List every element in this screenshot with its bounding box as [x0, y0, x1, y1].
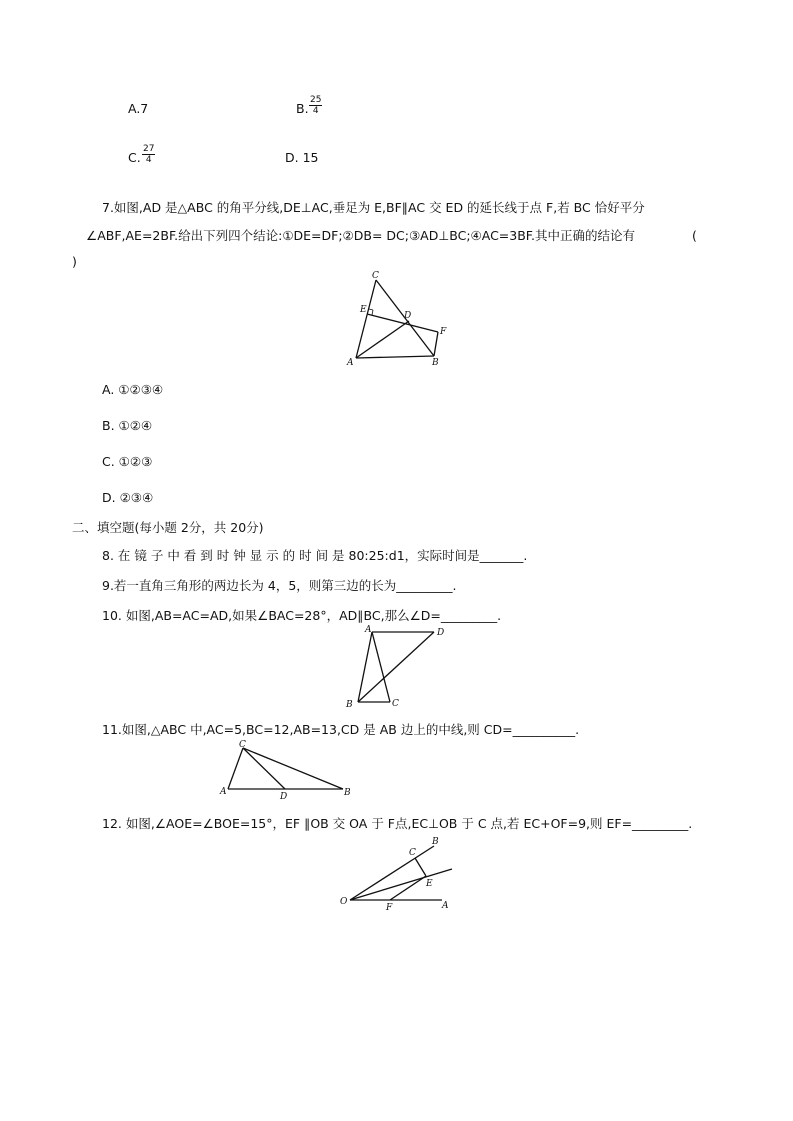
q12-text: 12. 如图,∠AOE=∠BOE=15°，EF ∥OB 交 OA 于 F点,EC⊥OB 于 C 点,若 EC+OF=9,则 EF=_________.: [102, 816, 693, 831]
q6-option-b-label: B.: [296, 101, 309, 116]
q6-option-b-fraction: [309, 95, 322, 116]
q7-label-b: B: [432, 358, 439, 368]
q7-option-d: D. ②③④: [102, 490, 154, 505]
q7-right-angle-mark-a: [369, 309, 373, 310]
q7-text-line1: 7.如图,AD 是△ABC 的角平分线,DE⊥AC,垂足为 E,BF∥AC 交 ED 的延长线于点 F,若 BC 恰好平分: [102, 200, 645, 215]
q7-label-a: A: [347, 358, 354, 368]
q11-segment-cb: [243, 748, 343, 789]
q6-option-a: A.7: [128, 101, 149, 116]
q7-segment-ab: [356, 356, 434, 358]
q12-label-a: A: [442, 901, 449, 911]
q11-label-d: D: [280, 792, 288, 802]
q7-triangle-figure: [340, 268, 460, 368]
q7-label-d: D: [404, 311, 412, 321]
q12-ray-ob: [350, 846, 434, 900]
q7-label-f: F: [440, 327, 447, 337]
q6-option-b-denominator: 4: [312, 106, 319, 116]
section-2-heading: 二、填空题(每小题 2分，共 20分): [72, 520, 264, 535]
q11-label-c: C: [239, 740, 246, 750]
q10-segment-ac: [372, 632, 390, 702]
q10-text: 10. 如图,AB=AC=AD,如果∠BAC=28°，AD∥BC,那么∠D=_________.: [102, 608, 502, 623]
q6-option-d: D. 15: [285, 150, 319, 165]
q6-option-c-numerator: 27: [143, 144, 155, 154]
q11-label-a: A: [220, 787, 227, 797]
q7-right-angle-mark-b: [372, 310, 373, 315]
q7-label-e: E: [360, 305, 367, 315]
q7-answer-bracket-close: ): [72, 254, 77, 269]
q6-option-c-denominator: 4: [145, 155, 152, 165]
q12-label-b: B: [432, 837, 439, 847]
q10-figure: [340, 622, 450, 710]
q10-label-a: A: [365, 625, 372, 635]
q6-option-b-numerator: 25: [310, 95, 322, 105]
q7-segment-ef: [367, 314, 438, 332]
q11-text: 11.如图,△ABC 中,AC=5,BC=12,AB=13,CD 是 AB 边上的中线,则 CD=__________.: [102, 722, 580, 737]
q10-label-c: C: [392, 699, 399, 709]
q12-segment-ec: [415, 858, 426, 876]
q7-option-b: B. ①②④: [102, 418, 153, 433]
q12-label-f: F: [386, 903, 393, 913]
q12-label-o: O: [340, 897, 348, 907]
q12-figure: [338, 834, 468, 914]
q8-text: 8. 在 镜 子 中 看 到 时 钟 显 示 的 时 间 是 80:25:d1，实际时间是_______.: [102, 548, 528, 563]
q12-label-e: E: [426, 879, 433, 889]
q11-figure: [218, 738, 358, 800]
q7-label-c: C: [372, 271, 379, 281]
q10-label-b: B: [346, 700, 353, 710]
q11-label-b: B: [344, 788, 351, 798]
q7-segment-bf: [434, 332, 438, 356]
q6-option-c-fraction: [142, 144, 155, 165]
q11-segment-ca: [228, 748, 243, 789]
q12-ray-oe: [350, 869, 452, 900]
q7-answer-bracket-open: (: [692, 228, 697, 243]
q12-label-c: C: [409, 848, 416, 858]
q9-text: 9.若一直角三角形的两边长为 4，5，则第三边的长为_________.: [102, 578, 457, 593]
q12-segment-ef: [390, 876, 426, 900]
q11-segment-cd: [243, 748, 285, 789]
q7-option-c: C. ①②③: [102, 454, 153, 469]
q10-label-d: D: [437, 628, 445, 638]
q7-text-line2: ∠ABF,AE=2BF.给出下列四个结论:①DE=DF;②DB= DC;③AD⊥BC;④AC=3BF.其中正确的结论有: [86, 228, 635, 243]
q6-option-c-label: C.: [128, 150, 141, 165]
q7-option-a: A. ①②③④: [102, 382, 164, 397]
